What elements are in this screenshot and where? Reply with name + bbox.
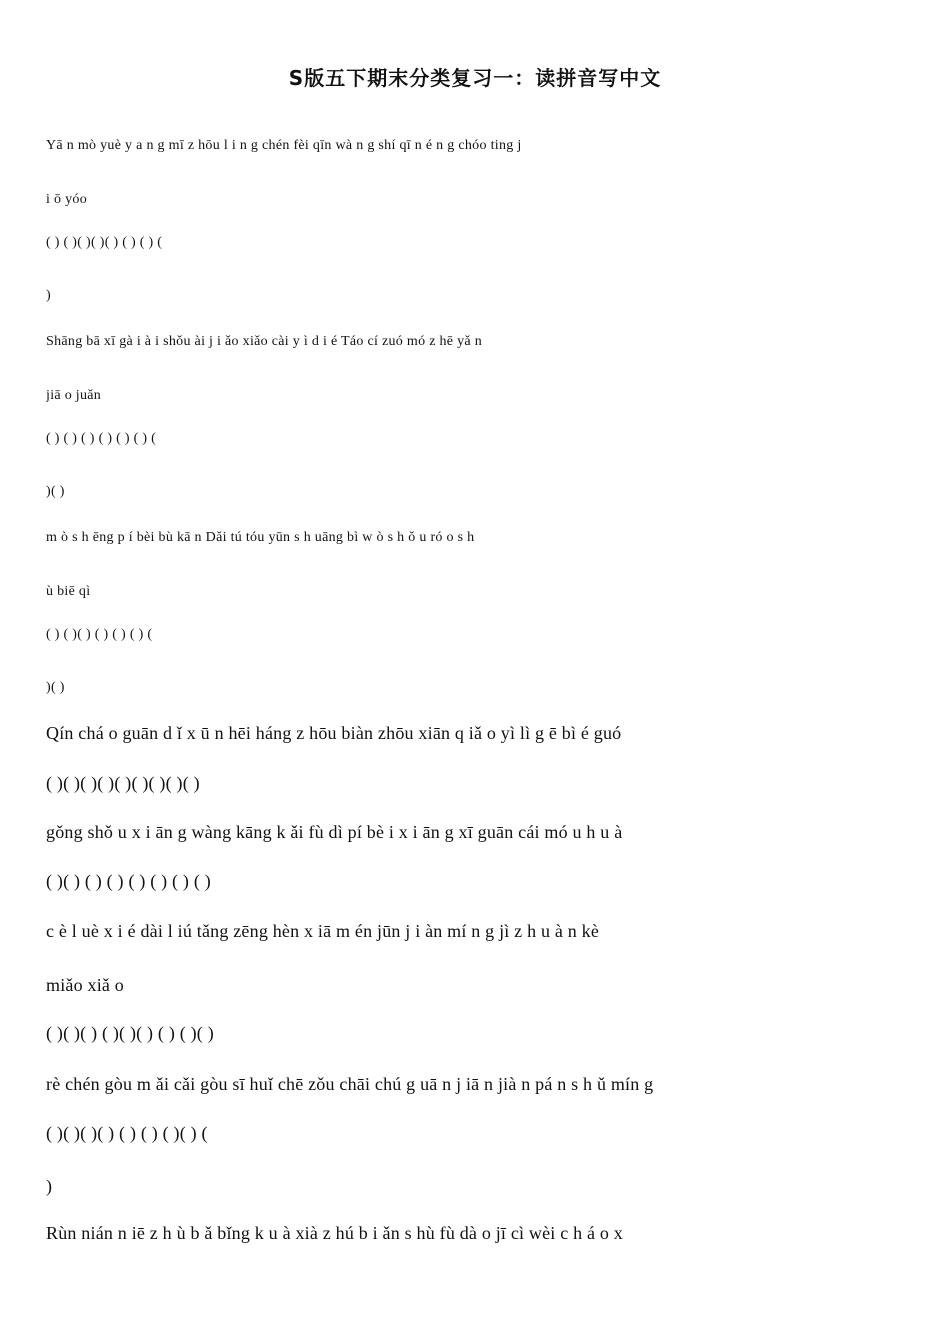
pinyin-line: c è l uè x i é dài l iú tǎng zēng hèn x iā m én jūn j i àn mí n g jì z h u à n kè: [46, 921, 600, 941]
answer-blank-line: ( )( )( )( ) ( ) ( ) ( )( ) (: [46, 1123, 208, 1143]
answer-blank-line: ( )( )( )( )( )( )( )( )( ): [46, 773, 200, 793]
answer-blank-line: ( )( ) ( ) ( ) ( ) ( ) ( ) ( ): [46, 871, 211, 891]
answer-blank-line: )( ): [46, 680, 65, 695]
page-title: S版五下期末分类复习一：读拼音写中文: [288, 66, 662, 90]
pinyin-line: gǒng shǒ u x i ān g wàng kāng k ǎi fù dì pí bè i x i ān g xī guān cái mó u h u à: [46, 822, 623, 842]
answer-blank-line: ): [46, 288, 51, 303]
answer-blank-line: ( ) ( )( ) ( ) ( ) ( ) (: [46, 627, 153, 642]
pinyin-line: Qín chá o guān d ǐ x ū n hēi háng z hōu biàn zhōu xiān q iǎ o yì lì g ē bì é guó: [46, 723, 622, 743]
pinyin-line: m ò s h ēng p í bèi bù kā n Dǎi tú tóu yūn s h uāng bì w ò s h ǒ u ró o s h: [46, 530, 475, 545]
pinyin-line: Rùn nián n iē z h ù b ǎ bǐng k u à xià z hú b i ǎn s hù fù dà o jī cì wèi c h á o x: [46, 1223, 623, 1243]
pinyin-line: jiā o juǎn: [46, 388, 102, 403]
pinyin-line: rè chén gòu m ǎi cǎi gòu sī huǐ chē zǒu chāi chú g uā n j iā n jià n pá n s h ǔ mín g: [46, 1074, 654, 1094]
pinyin-line: Yā n mò yuè y a n g mī z hōu l i n g chén fèi qīn wà n g shí qī n é n g chóo ting j: [46, 138, 522, 153]
answer-blank-line: ( ) ( ) ( ) ( ) ( ) ( ) (: [46, 431, 157, 446]
pinyin-line: ù biē qì: [46, 584, 91, 599]
pinyin-line: miǎo xiǎ o: [46, 975, 124, 995]
pinyin-line: Shāng bā xī gà i à i shǒu ài j i ǎo xiǎo cài y ì d i é Táo cí zuó mó z hē yǎ n: [46, 334, 483, 349]
pinyin-line: i ō yóo: [46, 192, 87, 207]
answer-blank-line: ): [46, 1176, 53, 1196]
answer-blank-line: ( )( )( ) ( )( )( ) ( ) ( )( ): [46, 1023, 214, 1043]
answer-blank-line: )( ): [46, 484, 65, 499]
answer-blank-line: ( ) ( )( )( )( ) ( ) ( ) (: [46, 235, 163, 250]
